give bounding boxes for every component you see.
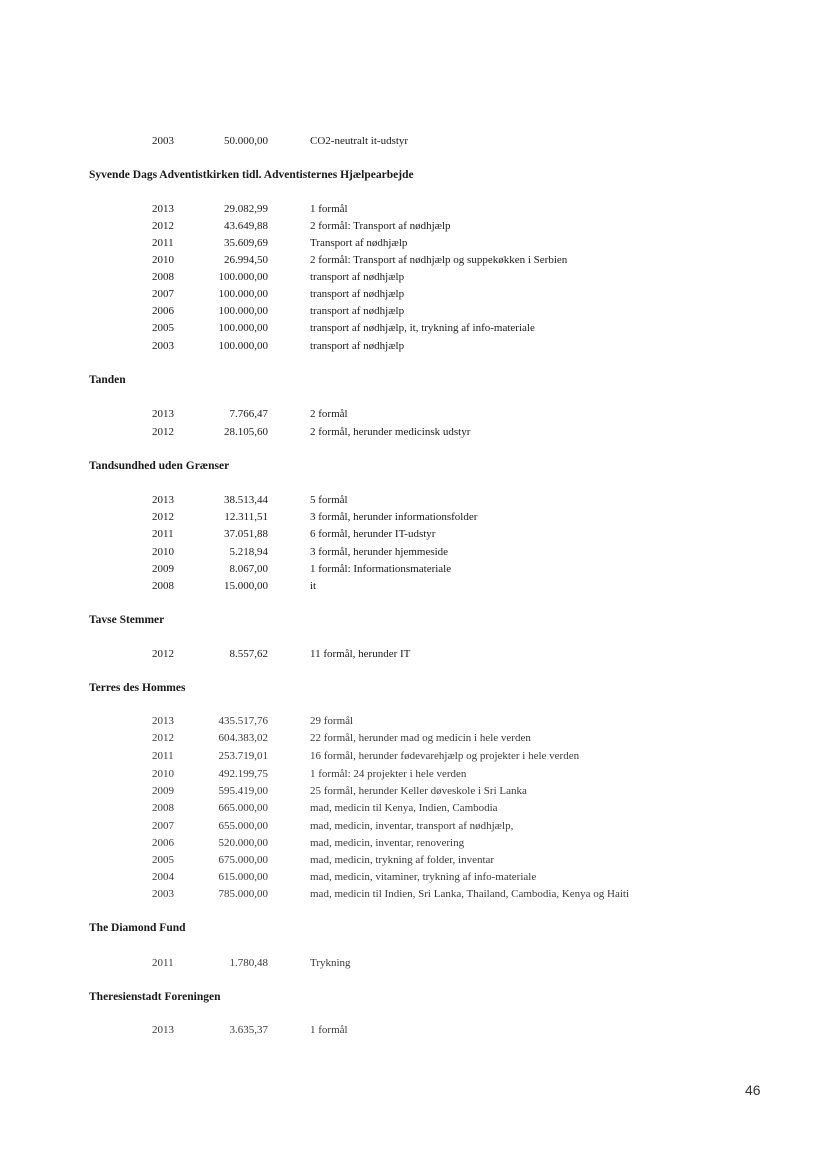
grant-year: 2010 [152, 254, 174, 266]
grant-year: 2003 [152, 888, 174, 900]
grant-year: 2009 [152, 563, 174, 575]
grant-row [0, 854, 825, 868]
grant-description: 5 formål [310, 494, 348, 506]
organization-heading: The Diamond Fund [89, 922, 186, 934]
organization-heading: Terres des Hommes [89, 682, 186, 694]
grant-year: 2013 [152, 494, 174, 506]
grant-row [0, 305, 825, 319]
grant-year: 2010 [152, 768, 174, 780]
grant-description: transport af nødhjælp [310, 271, 405, 283]
grant-row [0, 715, 825, 729]
grant-year: 2012 [152, 426, 174, 438]
grant-description: 2 formål, herunder medicinsk udstyr [310, 426, 471, 438]
grant-row [0, 837, 825, 851]
grant-year: 2007 [152, 288, 174, 300]
grant-year: 2011 [152, 957, 174, 969]
grant-year: 2006 [152, 305, 174, 317]
grant-year: 2012 [152, 220, 174, 232]
grant-amount: 8.067,00 [229, 563, 268, 575]
grant-year: 2008 [152, 802, 174, 814]
grant-description: 29 formål [310, 715, 354, 727]
grant-amount: 1.780,48 [229, 957, 268, 969]
grant-description: 2 formål: Transport af nødhjælp [310, 220, 451, 232]
grant-amount: 100.000,00 [218, 271, 268, 283]
grant-year: 2008 [152, 580, 174, 592]
grant-description: transport af nødhjælp [310, 305, 405, 317]
grant-row [0, 802, 825, 816]
grant-amount: 37.051,88 [224, 528, 268, 540]
page-number: 46 [745, 1082, 761, 1098]
grant-row [0, 957, 825, 971]
grant-row [0, 237, 825, 251]
organization-heading: Tandsundhed uden Grænser [89, 460, 230, 472]
grant-year: 2011 [152, 528, 174, 540]
grant-year: 2003 [152, 135, 174, 147]
grant-amount: 785.000,00 [218, 888, 268, 900]
grant-amount: 253.719,01 [218, 750, 268, 762]
grant-amount: 100.000,00 [218, 322, 268, 334]
organization-heading: Theresienstadt Foreningen [89, 991, 221, 1003]
grant-year: 2012 [152, 511, 174, 523]
grant-row [0, 254, 825, 268]
grant-amount: 3.635,37 [229, 1024, 268, 1036]
grant-year: 2007 [152, 820, 174, 832]
grant-description: 1 formål [310, 203, 348, 215]
grant-row [0, 511, 825, 525]
grant-amount: 675.000,00 [218, 854, 268, 866]
grant-amount: 12.311,51 [224, 511, 268, 523]
grant-amount: 26.994,50 [224, 254, 268, 266]
grant-row [0, 322, 825, 336]
grant-description: 1 formål: 24 projekter i hele verden [310, 768, 467, 780]
organization-heading: Tanden [89, 374, 126, 386]
grant-amount: 28.105,60 [224, 426, 268, 438]
grant-description: mad, medicin til Indien, Sri Lanka, Thailand, Cambodia, Kenya og Haiti [310, 888, 630, 900]
grant-description: 16 formål, herunder fødevarehjælp og projekter i hele verden [310, 750, 580, 762]
grant-row [0, 220, 825, 234]
grant-amount: 35.609,69 [224, 237, 268, 249]
grant-amount: 604.383,02 [218, 732, 268, 744]
grant-year: 2005 [152, 854, 174, 866]
grant-amount: 492.199,75 [218, 768, 268, 780]
grant-row [0, 750, 825, 764]
grant-amount: 38.513,44 [224, 494, 268, 506]
grant-row [0, 820, 825, 834]
grant-description: 1 formål [310, 1024, 348, 1036]
grant-amount: 15.000,00 [224, 580, 268, 592]
grant-description: mad, medicin, inventar, renovering [310, 837, 465, 849]
grant-amount: 100.000,00 [218, 288, 268, 300]
grant-year: 2011 [152, 750, 174, 762]
grant-row [0, 563, 825, 577]
grant-description: mad, medicin til Kenya, Indien, Cambodia [310, 802, 498, 814]
grant-description: mad, medicin, vitaminer, trykning af info-materiale [310, 871, 537, 883]
grant-amount: 50.000,00 [224, 135, 268, 147]
grant-year: 2008 [152, 271, 174, 283]
grant-description: transport af nødhjælp [310, 340, 405, 352]
grant-row [0, 648, 825, 662]
grant-amount: 520.000,00 [218, 837, 268, 849]
grant-amount: 665.000,00 [218, 802, 268, 814]
grant-year: 2005 [152, 322, 174, 334]
grant-row [0, 732, 825, 746]
grant-description: Trykning [310, 957, 351, 969]
grant-row [0, 888, 825, 902]
grant-row [0, 871, 825, 885]
grant-description: it [310, 580, 317, 592]
grant-description: mad, medicin, inventar, transport af nødhjælp, [310, 820, 514, 832]
grant-row [0, 528, 825, 542]
organization-heading: Tavse Stemmer [89, 614, 165, 626]
grant-amount: 7.766,47 [229, 408, 268, 420]
grant-description: 11 formål, herunder IT [310, 648, 411, 660]
grant-row [0, 580, 825, 594]
grant-description: Transport af nødhjælp [310, 237, 408, 249]
grant-description: 2 formål [310, 408, 348, 420]
grant-year: 2009 [152, 785, 174, 797]
grant-description: CO2-neutralt it-udstyr [310, 135, 409, 147]
grant-year: 2003 [152, 340, 174, 352]
grant-amount: 100.000,00 [218, 305, 268, 317]
grant-description: transport af nødhjælp, it, trykning af info-materiale [310, 322, 535, 334]
grant-amount: 8.557,62 [229, 648, 268, 660]
grant-year: 2013 [152, 715, 174, 727]
grant-amount: 29.082,99 [224, 203, 268, 215]
grant-year: 2010 [152, 546, 174, 558]
grant-year: 2012 [152, 732, 174, 744]
grant-row [0, 1024, 825, 1038]
grant-row [0, 546, 825, 560]
grant-description: transport af nødhjælp [310, 288, 405, 300]
grant-year: 2013 [152, 203, 174, 215]
grant-row [0, 288, 825, 302]
grant-year: 2004 [152, 871, 174, 883]
grant-row [0, 785, 825, 799]
grant-description: 25 formål, herunder Keller døveskole i Sri Lanka [310, 785, 527, 797]
grant-year: 2006 [152, 837, 174, 849]
grant-description: 6 formål, herunder IT-udstyr [310, 528, 436, 540]
grant-row [0, 494, 825, 508]
grant-row [0, 340, 825, 354]
grant-year: 2012 [152, 648, 174, 660]
grant-row [0, 135, 825, 149]
organization-heading: Syvende Dags Adventistkirken tidl. Adventisternes Hjælpearbejde [89, 169, 414, 181]
grant-amount: 615.000,00 [218, 871, 268, 883]
grant-year: 2011 [152, 237, 174, 249]
grant-amount: 100.000,00 [218, 340, 268, 352]
grant-description: 22 formål, herunder mad og medicin i hele verden [310, 732, 531, 744]
grant-year: 2013 [152, 408, 174, 420]
grant-amount: 595.419,00 [218, 785, 268, 797]
grant-row [0, 408, 825, 422]
grant-description: 1 formål: Informationsmateriale [310, 563, 452, 575]
grant-description: 2 formål: Transport af nødhjælp og suppekøkken i Serbien [310, 254, 568, 266]
grant-amount: 5.218,94 [229, 546, 268, 558]
grant-description: 3 formål, herunder informationsfolder [310, 511, 478, 523]
grant-year: 2013 [152, 1024, 174, 1036]
grant-row [0, 426, 825, 440]
grant-amount: 435.517,76 [218, 715, 268, 727]
grant-description: mad, medicin, trykning af folder, inventar [310, 854, 495, 866]
grant-amount: 43.649,88 [224, 220, 268, 232]
grant-row [0, 203, 825, 217]
grant-description: 3 formål, herunder hjemmeside [310, 546, 449, 558]
grant-row [0, 768, 825, 782]
grant-row [0, 271, 825, 285]
grant-amount: 655.000,00 [218, 820, 268, 832]
